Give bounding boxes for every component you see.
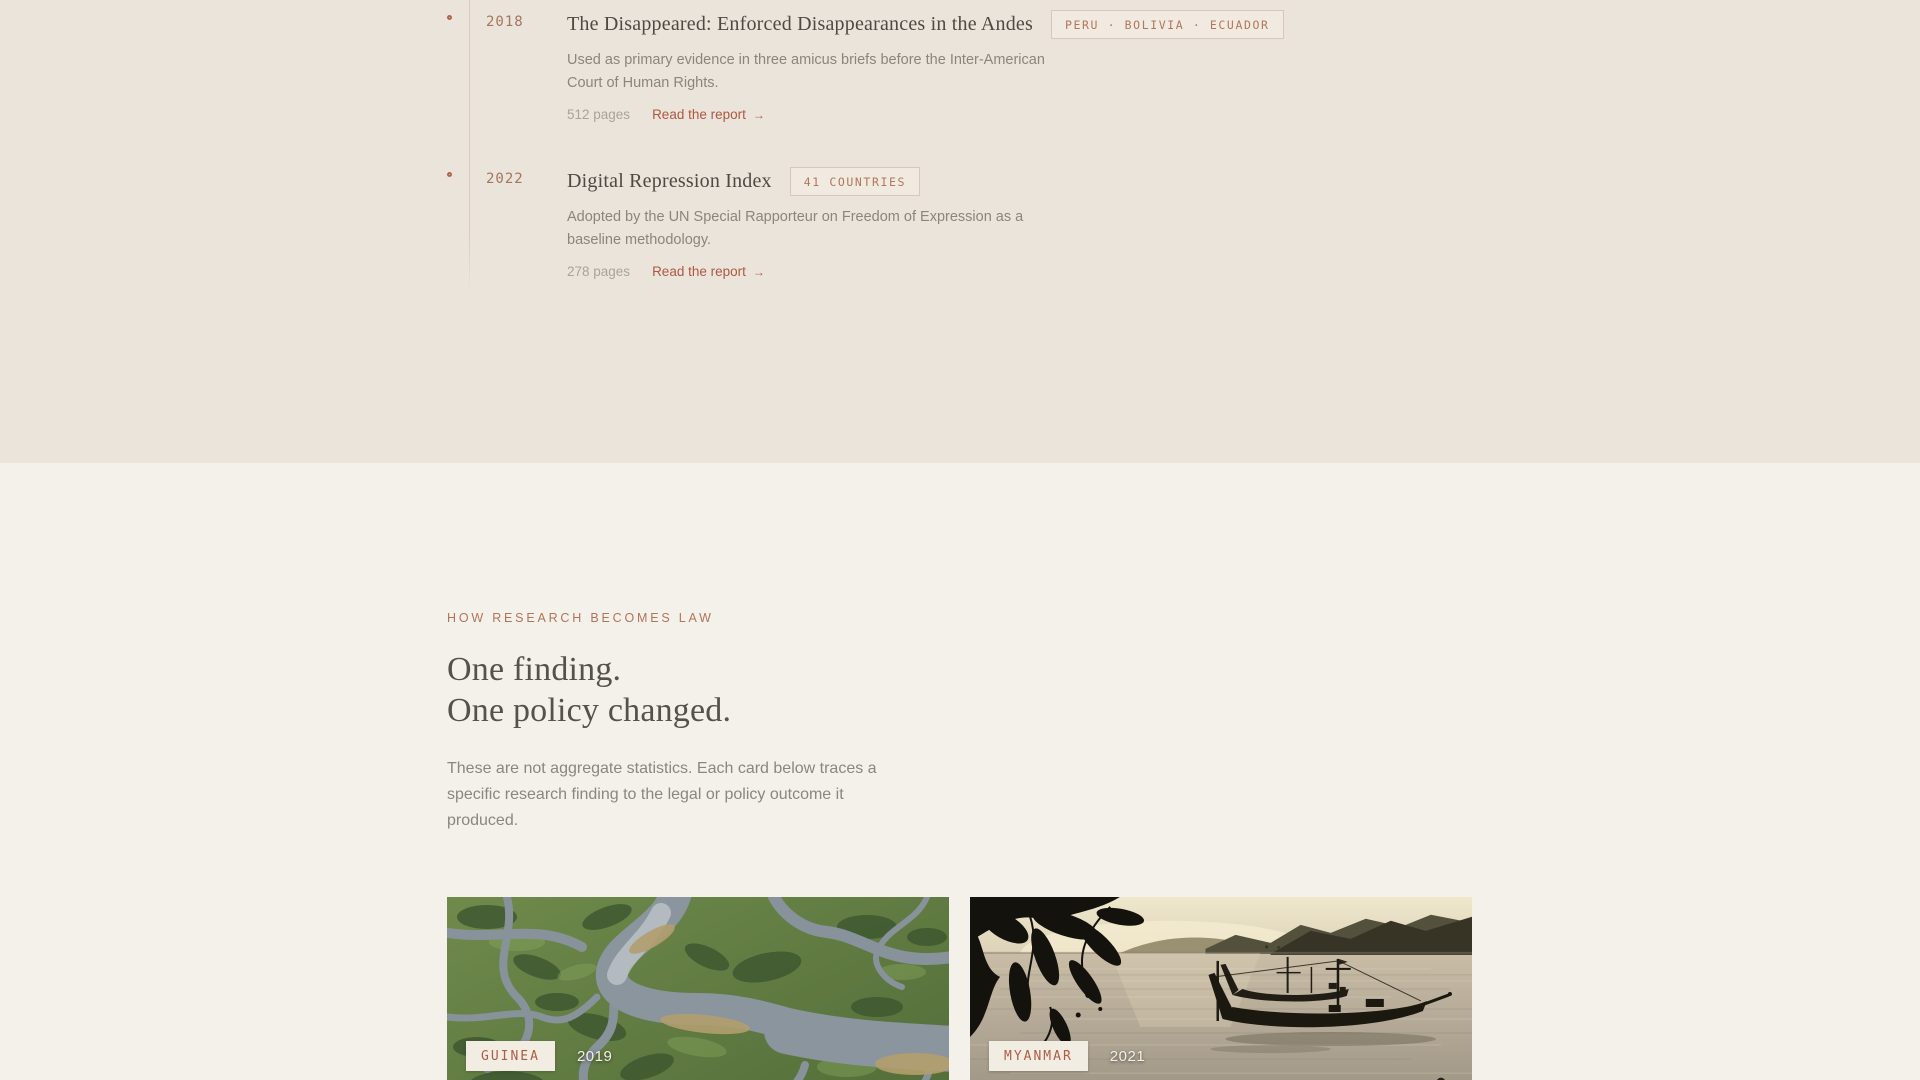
boat-reflection bbox=[1226, 1032, 1436, 1046]
read-report-link[interactable] bbox=[652, 264, 765, 279]
arrow-right-icon: → bbox=[752, 108, 765, 122]
case-card-guinea[interactable] bbox=[447, 897, 949, 1080]
report-description bbox=[567, 49, 1284, 95]
card-tags bbox=[466, 1041, 612, 1071]
case-cards-row bbox=[447, 897, 1472, 1080]
section-eyebrow: HOW RESEARCH BECOMES LAW bbox=[447, 611, 714, 625]
card-year-label: 2021 bbox=[1109, 1047, 1146, 1065]
case-card-myanmar[interactable] bbox=[970, 897, 1472, 1080]
report-description bbox=[567, 206, 1023, 252]
timeline-marker-icon bbox=[447, 172, 452, 177]
report-meta bbox=[567, 264, 1023, 279]
card-country-badge: GUINEA bbox=[466, 1041, 555, 1071]
section-lead-line: specific research finding to the legal or policy outcome it bbox=[447, 786, 844, 803]
report-description-line: Court of Human Rights. bbox=[567, 75, 719, 91]
report-title-row bbox=[567, 10, 1284, 39]
country-badge: 41 COUNTRIES bbox=[790, 167, 920, 196]
section-lead-line: produced. bbox=[447, 812, 519, 829]
report-title: Digital Repression Index bbox=[567, 170, 772, 192]
report-entry-content bbox=[567, 10, 1284, 122]
section-lead-paragraph bbox=[447, 756, 877, 834]
card-country-badge: MYANMAR bbox=[989, 1041, 1088, 1071]
section-heading bbox=[447, 649, 731, 731]
timeline-year: 2022 bbox=[486, 171, 524, 187]
report-meta bbox=[567, 107, 1284, 122]
read-report-link[interactable] bbox=[652, 107, 765, 122]
page-count: 278 pages bbox=[567, 264, 631, 279]
section-heading-line: One policy changed. bbox=[447, 692, 732, 729]
read-report-label: Read the report bbox=[652, 107, 746, 122]
research-to-law-section bbox=[0, 463, 1920, 1080]
timeline-marker-icon bbox=[447, 15, 452, 20]
country-badge: PERU · BOLIVIA · ECUADOR bbox=[1051, 10, 1284, 39]
timeline-rail bbox=[469, 0, 470, 296]
report-description-line: Used as primary evidence in three amicus briefs before the Inter-American bbox=[567, 52, 1045, 68]
report-description-line: Adopted by the UN Special Rapporteur on Freedom of Expression as a bbox=[567, 209, 1024, 225]
report-entry-content bbox=[567, 167, 1023, 279]
report-title: The Disappeared: Enforced Disappearances in the Andes bbox=[567, 13, 1033, 35]
timeline-year: 2018 bbox=[486, 14, 524, 30]
report-title-row bbox=[567, 167, 1023, 196]
arrow-right-icon: → bbox=[752, 265, 765, 279]
section-lead-line: These are not aggregate statistics. Each card below traces a bbox=[447, 760, 877, 777]
card-tags bbox=[989, 1041, 1145, 1071]
report-description-line: baseline methodology. bbox=[567, 232, 712, 248]
section-heading-line: One finding. bbox=[447, 651, 622, 688]
read-report-label: Read the report bbox=[652, 264, 746, 279]
card-year-label: 2019 bbox=[576, 1047, 613, 1065]
reports-timeline-section bbox=[0, 0, 1920, 463]
page-count: 512 pages bbox=[567, 107, 631, 122]
